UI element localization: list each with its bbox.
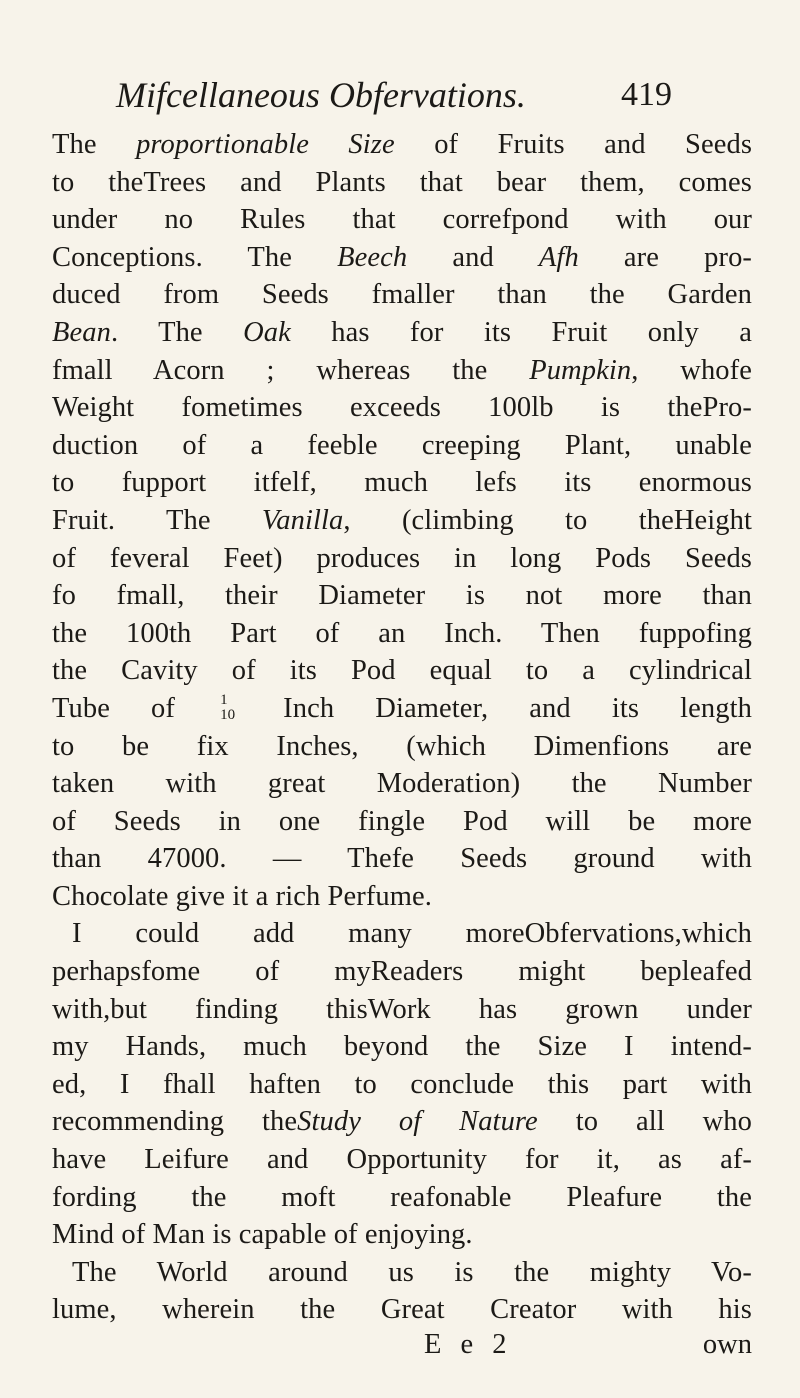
text-line <box>52 615 752 653</box>
page-number: 419 <box>621 76 672 113</box>
fraction <box>220 693 238 723</box>
text-line <box>52 690 752 728</box>
text-segment: to all who <box>537 1106 752 1138</box>
text-line <box>52 164 752 202</box>
text-segment: lume, wherein the Great Creator with his <box>52 1294 752 1326</box>
text-line <box>52 276 752 314</box>
text-line <box>52 878 752 916</box>
fraction-denominator: 10 <box>220 706 236 723</box>
text-line <box>52 728 752 766</box>
text-segment: to theTrees and Plants that bear them, comes <box>52 166 752 198</box>
text-line <box>52 1254 752 1292</box>
italic-phrase: Beech <box>337 241 408 273</box>
text-segment: of Fruits and Seeds <box>394 129 753 160</box>
italic-phrase: proportionable Size <box>136 129 395 160</box>
text-segment: of Seeds in one fingle Pod will be more <box>52 805 752 837</box>
text-segment: I could add many moreObfervations,which <box>72 918 752 950</box>
text-line <box>52 915 752 953</box>
italic-phrase: Pumpkin <box>529 354 632 386</box>
text-line <box>52 1216 752 1254</box>
text-segment: to fupport itfelf, much lefs its enormous <box>52 467 752 499</box>
text-segment: duced from Seeds fmaller than the Garden <box>52 279 752 311</box>
text-segment: fmall Acorn ; whereas the <box>52 354 530 386</box>
text-line <box>52 502 752 540</box>
text-segment: have Leifure and Opportunity for it, as af- <box>52 1144 752 1176</box>
text-segment: . The <box>110 316 244 348</box>
text-segment: fording the moft reafonable Pleafure the <box>52 1181 752 1213</box>
text-line <box>52 1103 752 1141</box>
text-line <box>52 464 752 502</box>
text-line <box>52 126 752 164</box>
text-segment: my Hands, much beyond the Size I intend- <box>52 1031 752 1063</box>
text-segment: Inch Diameter, and its length <box>242 692 752 724</box>
text-segment: , (climbing to theHeight <box>343 504 752 536</box>
text-segment: Mind of Man is capable of enjoying. <box>52 1219 473 1251</box>
text-segment: of feveral Feet) produces in long Pods Seeds <box>52 542 752 574</box>
body-text <box>52 126 752 1329</box>
italic-phrase: Oak <box>243 316 291 348</box>
text-segment: than 47000. — Thefe Seeds ground with <box>52 843 752 875</box>
page-footer <box>52 1329 752 1365</box>
text-segment: Weight fometimes exceeds 100lb is thePro- <box>52 392 752 424</box>
text-segment: with,but finding thisWork has grown under <box>52 993 752 1025</box>
text-segment: fo fmall, their Diameter is not more than <box>52 580 752 612</box>
text-line <box>52 352 752 390</box>
text-segment: ed, I fhall haften to conclude this part with <box>52 1068 752 1100</box>
running-title: Mifcellaneous Obfervations. <box>116 75 526 115</box>
italic-phrase: Vanilla <box>261 504 344 536</box>
text-segment: The World around us is the mighty Vo- <box>72 1256 752 1288</box>
text-segment: The <box>52 129 137 160</box>
text-segment: duction of a feeble creeping Plant, unable <box>52 429 752 461</box>
text-segment: Fruit. The <box>52 504 262 536</box>
text-line <box>52 427 752 465</box>
text-segment: under no Rules that correfpond with our <box>52 204 752 236</box>
text-line <box>52 1179 752 1217</box>
text-line <box>52 652 752 690</box>
text-segment: taken with great Moderation) the Number <box>52 768 752 800</box>
text-segment: and <box>407 241 539 273</box>
catchword: own <box>702 1329 752 1360</box>
text-segment: , whofe <box>631 354 752 386</box>
fraction-numerator: 1 <box>220 691 228 708</box>
text-line <box>52 314 752 352</box>
text-line <box>52 1291 752 1329</box>
text-segment: the 100th Part of an Inch. Then fuppofing <box>52 617 752 649</box>
text-line <box>52 765 752 803</box>
text-segment: has for its Fruit only a <box>290 316 752 348</box>
text-segment: recommending the <box>52 1106 298 1138</box>
text-segment: Conceptions. The <box>52 241 338 273</box>
text-line <box>52 577 752 615</box>
italic-phrase: Afh <box>538 241 579 273</box>
text-line <box>52 540 752 578</box>
text-segment: Tube of <box>52 692 217 724</box>
text-line <box>52 201 752 239</box>
text-line <box>52 991 752 1029</box>
text-line <box>52 953 752 991</box>
italic-phrase: Study of Nature <box>297 1106 538 1138</box>
text-line <box>52 389 752 427</box>
text-line <box>52 1066 752 1104</box>
signature-mark: E e 2 <box>424 1329 513 1360</box>
text-line <box>52 840 752 878</box>
page-header <box>116 74 672 122</box>
text-line <box>52 1028 752 1066</box>
text-line <box>52 1141 752 1179</box>
text-segment: the Cavity of its Pod equal to a cylindrical <box>52 655 752 687</box>
text-segment: are pro- <box>578 241 753 273</box>
text-segment: to be fix Inches, (which Dimenfions are <box>52 730 752 762</box>
text-line <box>52 803 752 841</box>
text-segment: perhapsfome of myReaders might bepleafed <box>52 956 752 988</box>
italic-phrase: Bean <box>52 316 111 348</box>
text-segment: Chocolate give it a rich Perfume. <box>52 880 433 912</box>
text-line <box>52 239 752 277</box>
